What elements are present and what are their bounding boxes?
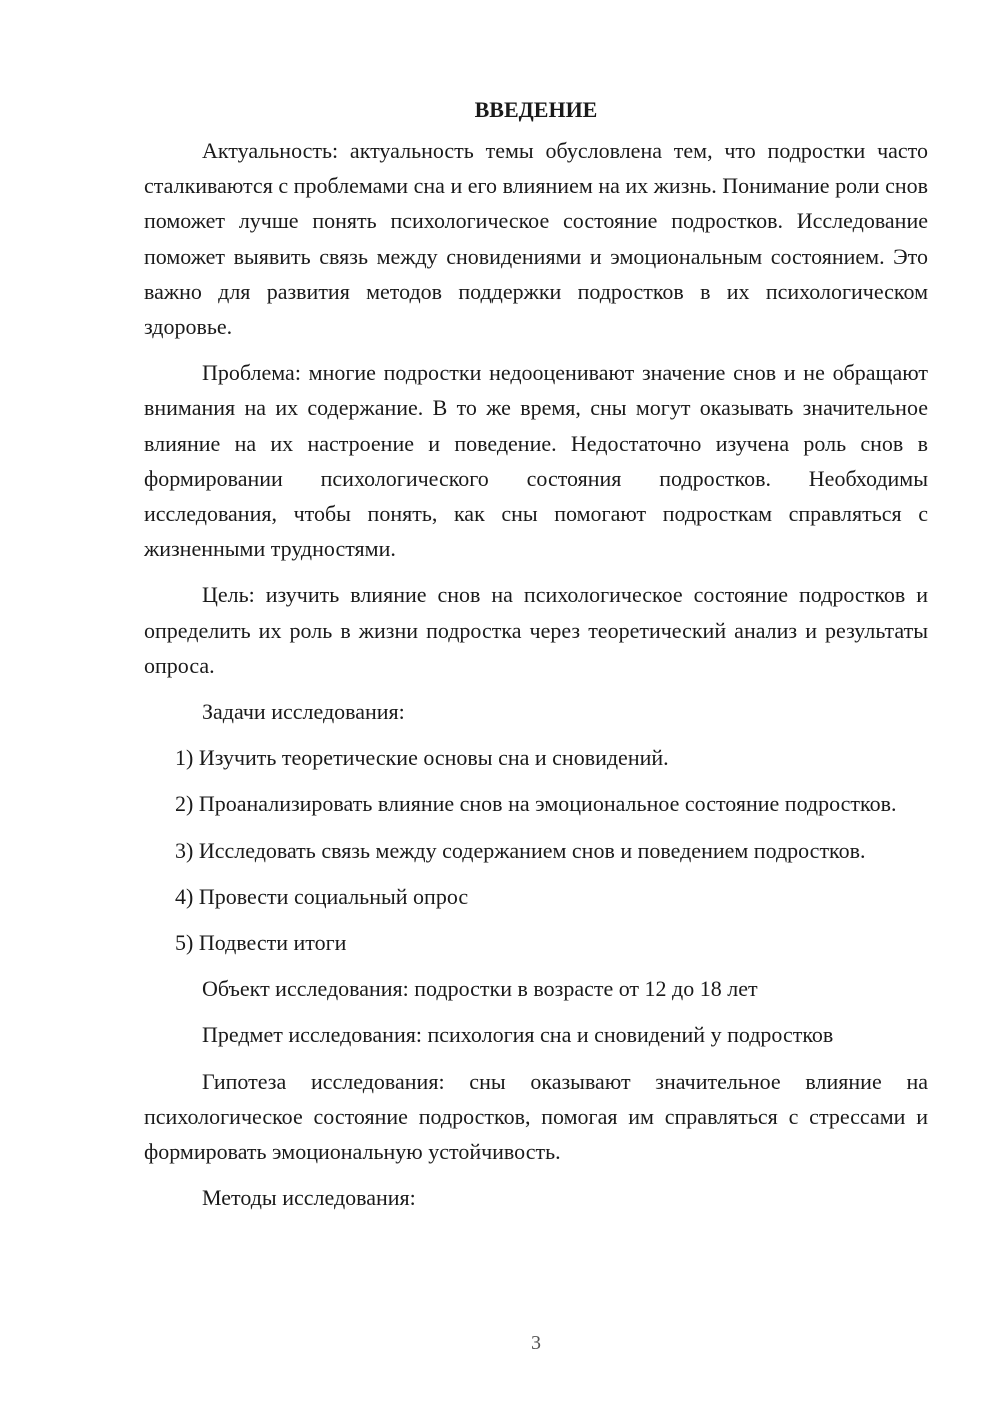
paragraph-subject: Предмет исследования: психология сна и сновидений у подростков: [202, 1022, 834, 1048]
paragraph-relevance: Актуальность: актуальность темы обусловлена тем, что подростки часто сталкиваются с проблемами сна и его влиянием на их жизнь. Понимание роли снов поможет лучше понять психологическое состояние подростков. Исследование поможет выявить связь между сновидениями и эмоциональным состоянием. Это важно для развития методов поддержки подростков в их психологическом здоровье.: [144, 138, 928, 340]
page-number: 3: [531, 1332, 541, 1354]
task-item-3: 3) Исследовать связь между содержанием снов и поведением подростков.: [175, 837, 866, 863]
task-item-5: 5) Подвести итоги: [175, 930, 347, 956]
task-item-2: 2) Проанализировать влияние снов на эмоциональное состояние подростков.: [175, 791, 897, 817]
page-content: [144, 92, 928, 1226]
paragraph-goal: Цель: изучить влияние снов на психологическое состояние подростков и определить их роль в жизни подростка через теоретический анализ и результаты опроса.: [144, 582, 928, 678]
page-title: ВВЕДЕНИЕ: [474, 97, 598, 122]
paragraph-problem: Проблема: многие подростки недооценивают значение снов и не обращают внимания на их содержание. В то же время, сны могут оказывать значительное влияние на их настроение и поведение. Недостаточно изучена роль снов в формировании психологического состояния подростков. Необходимы исследования, чтобы понять, как сны помогают подросткам справляться с жизненными трудностями.: [144, 360, 928, 562]
task-item-4: 4) Провести социальный опрос: [175, 883, 469, 909]
paragraph-object: Объект исследования: подростки в возрасте от 12 до 18 лет: [202, 976, 758, 1002]
paragraph-hypothesis: Гипотеза исследования: сны оказывают значительное влияние на психологическое состояние подростков, помогая им справляться с стрессами и формировать эмоциональную устойчивость.: [144, 1068, 928, 1165]
task-item-1: 1) Изучить теоретические основы сна и сновидений.: [175, 745, 669, 771]
paragraph-tasks-heading: Задачи исследования:: [202, 699, 405, 725]
paragraph-methods-heading: Методы исследования:: [202, 1185, 416, 1211]
